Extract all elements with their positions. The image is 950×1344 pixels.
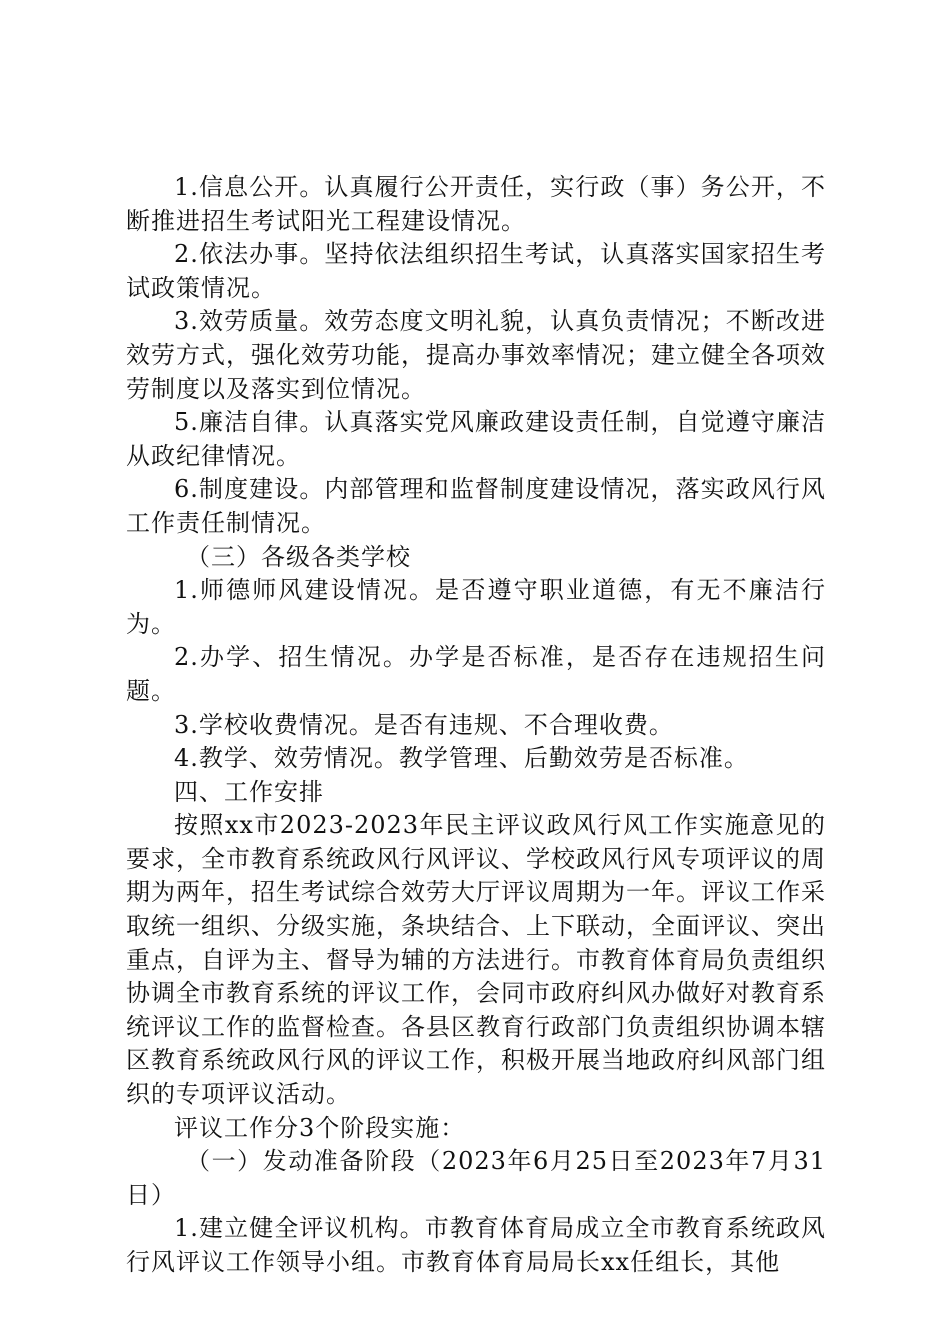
paragraph-info-disclosure: 1.信息公开。认真履行公开责任，实行政（事）务公开，不断推进招生考试阳光工程建设情况。 bbox=[126, 173, 826, 235]
document-body bbox=[126, 171, 826, 1280]
paragraph-integrity: 5.廉洁自律。认真落实党风廉政建设责任制，自觉遵守廉洁从政纪律情况。 bbox=[126, 408, 826, 470]
paragraph-teaching-service: 4.教学、效劳情况。教学管理、后勤效劳是否标准。 bbox=[174, 744, 749, 773]
section-heading-preparation-stage: （一）发动准备阶段（2023年6月25日至2023年7月31日） bbox=[126, 1147, 826, 1209]
section-heading-schools: （三）各级各类学校 bbox=[186, 542, 411, 571]
paragraph-implementation: 按照xx市2023-2023年民主评议政风行风工作实施意见的要求，全市教育系统政风行风评议、学校政风行风专项评议的周期为两年，招生考试综合效劳大厅评议周期为一年。评议工作采取统一组织、分级实施，条块结合、上下联动，全面评议、突出重点，自评为主、督导为辅的方法进行。市教育体育局负责组织协调全市教育系统的评议工作，会同市政府纠风办做好对教育系统评议工作的监督检查。各县区教育行政部门负责组织协调本辖区教育系统政风行风的评议工作，积极开展当地政府纠风部门组织的专项评议活动。 bbox=[126, 811, 826, 1109]
section-heading-work-arrangement: 四、工作安排 bbox=[174, 777, 324, 806]
paragraph-system-building: 6.制度建设。内部管理和监督制度建设情况，落实政风行风工作责任制情况。 bbox=[126, 475, 826, 537]
paragraph-establish-organization: 1.建立健全评议机构。市教育体育局成立全市教育系统政风行风评议工作领导小组。市教育体育局局长xx任组长，其他 bbox=[126, 1214, 826, 1276]
paragraph-three-stages: 评议工作分3个阶段实施： bbox=[174, 1113, 466, 1142]
paragraph-service-quality: 3.效劳质量。效劳态度文明礼貌，认真负责情况；不断改进效劳方式，强化效劳功能，提高办事效率情况；建立健全各项效劳制度以及落实到位情况。 bbox=[126, 307, 826, 403]
paragraph-fees: 3.学校收费情况。是否有违规、不合理收费。 bbox=[174, 710, 674, 739]
paragraph-enrollment: 2.办学、招生情况。办学是否标准，是否存在违规招生问题。 bbox=[126, 643, 826, 705]
paragraph-teacher-ethics: 1.师德师风建设情况。是否遵守职业道德，有无不廉洁行为。 bbox=[126, 576, 826, 638]
paragraph-lawful-work: 2.依法办事。坚持依法组织招生考试，认真落实国家招生考试政策情况。 bbox=[126, 240, 826, 302]
